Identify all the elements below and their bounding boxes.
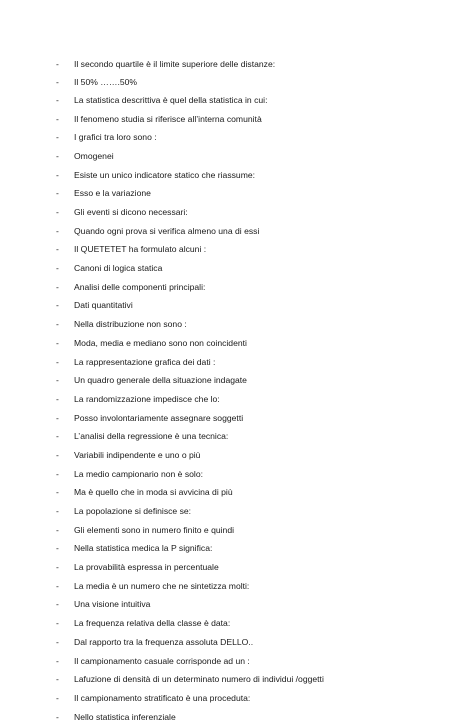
bullet-dash: - <box>56 113 59 124</box>
list-item-text: Dal rapporto tra la frequenza assoluta DELLO.. <box>74 636 254 647</box>
list-item-text: Canoni di logica statica <box>74 263 163 274</box>
bullet-dash: - <box>56 393 59 404</box>
bullet-dash: - <box>56 431 59 442</box>
list-item-text: Quando ogni prova si verifica almeno una di essi <box>74 225 260 236</box>
list-item-text: Dati quantitativi <box>74 300 133 311</box>
list-item-text: Il QUETETET ha formulato alcuni : <box>74 244 207 255</box>
list-item-text: Nello statistica inferenziale <box>74 711 176 722</box>
bullet-dash: - <box>56 150 59 161</box>
bullet-dash: - <box>56 412 59 423</box>
bullet-dash: - <box>56 580 59 591</box>
bullet-dash: - <box>56 636 59 647</box>
bullet-dash: - <box>56 132 59 143</box>
bullet-dash: - <box>56 76 59 87</box>
bullet-dash: - <box>56 281 59 292</box>
list-item-text: Moda, media e mediano sono non coincidenti <box>74 337 247 348</box>
list-item-text: Esiste un unico indicatore statico che riassume: <box>74 169 256 180</box>
bullet-dash: - <box>56 506 59 516</box>
list-item-text: Gli elementi sono in numero finito e quindi <box>74 524 235 535</box>
bullet-dash: - <box>56 356 59 367</box>
list-item-text: La rappresentazione grafica dei dati : <box>74 356 216 367</box>
list-item-text: Il campionamento stratificato è una proceduta: <box>74 692 251 703</box>
list-item-text: La frequenza relativa della classe è data: <box>74 618 231 629</box>
bullet-dash: - <box>56 524 59 535</box>
list-item-text: Nella statistica medica la P significa: <box>74 543 213 554</box>
list-item-text: Omogenei <box>74 150 114 161</box>
list-item-text: Il campionamento casuale corrisponde ad un : <box>74 655 250 666</box>
bullet-dash: - <box>56 319 59 330</box>
list-item-text: La statistica descrittiva è quel della statistica in cui: <box>74 94 268 105</box>
bullet-dash: - <box>56 94 59 105</box>
list-item-text: L’analisi della regressione è una tecnica: <box>74 431 229 442</box>
list-item-text: Gli eventi si dicono necessari: <box>74 207 188 217</box>
list-item-text: Ma è quello che in moda si avvicina di più <box>74 487 233 498</box>
bullet-dash: - <box>56 692 59 703</box>
bullet-dash: - <box>56 674 59 685</box>
bullet-dash: - <box>56 562 59 573</box>
bullet-dash: - <box>56 225 59 236</box>
bullet-dash: - <box>56 618 59 629</box>
list-item-text: Analisi delle componenti principali: <box>74 281 206 292</box>
bullet-dash: - <box>56 337 59 348</box>
bullet-dash: - <box>56 300 59 311</box>
bullet-dash: - <box>56 543 59 554</box>
bullet-dash: - <box>56 244 59 255</box>
list-item-text: Il 50% …….50% <box>74 76 138 87</box>
list-item-text: Nella distribuzione non sono : <box>74 319 187 330</box>
bullet-dash: - <box>56 599 59 610</box>
list-item-text: Il fenomeno studia si riferisce all’interna comunità <box>74 113 262 124</box>
list-item-text: Posso involontariamente assegnare soggetti <box>74 412 244 423</box>
list-item-text: La medio campionario non è solo: <box>74 468 203 479</box>
bullet-dash: - <box>56 655 59 666</box>
bullet-dash: - <box>56 188 59 199</box>
list-item-text: Esso e la variazione <box>74 188 151 199</box>
list-item-text: La randomizzazione impedisce che lo: <box>74 393 220 404</box>
bullet-dash: - <box>56 375 59 386</box>
bullet-dash: - <box>56 59 59 69</box>
list-item-text: Lafuzione di densità di un determinato numero di individui /oggetti <box>74 674 324 685</box>
list-item-text: Una visione intuitiva <box>74 599 151 610</box>
list-item-text: I grafici tra loro sono : <box>74 132 157 143</box>
bullet-dash: - <box>56 449 59 460</box>
bullet-dash: - <box>56 169 59 180</box>
list-item-text: La provabilità espressa in percentuale <box>74 562 219 573</box>
bullet-dash: - <box>56 207 59 217</box>
list-item-text: La media è un numero che ne sintetizza molti: <box>74 580 250 591</box>
bullet-dash: - <box>56 711 59 722</box>
bullet-dash: - <box>56 263 59 274</box>
list-item-text: Variabili indipendente e uno o più <box>74 449 201 460</box>
list-item-text: Un quadro generale della situazione indagate <box>74 375 247 386</box>
bullet-dash: - <box>56 468 59 479</box>
list-item-text: Il secondo quartile è il limite superiore delle distanze: <box>74 59 276 69</box>
list-item-text: La popolazione si definisce se: <box>74 506 192 516</box>
bullet-dash: - <box>56 487 59 498</box>
